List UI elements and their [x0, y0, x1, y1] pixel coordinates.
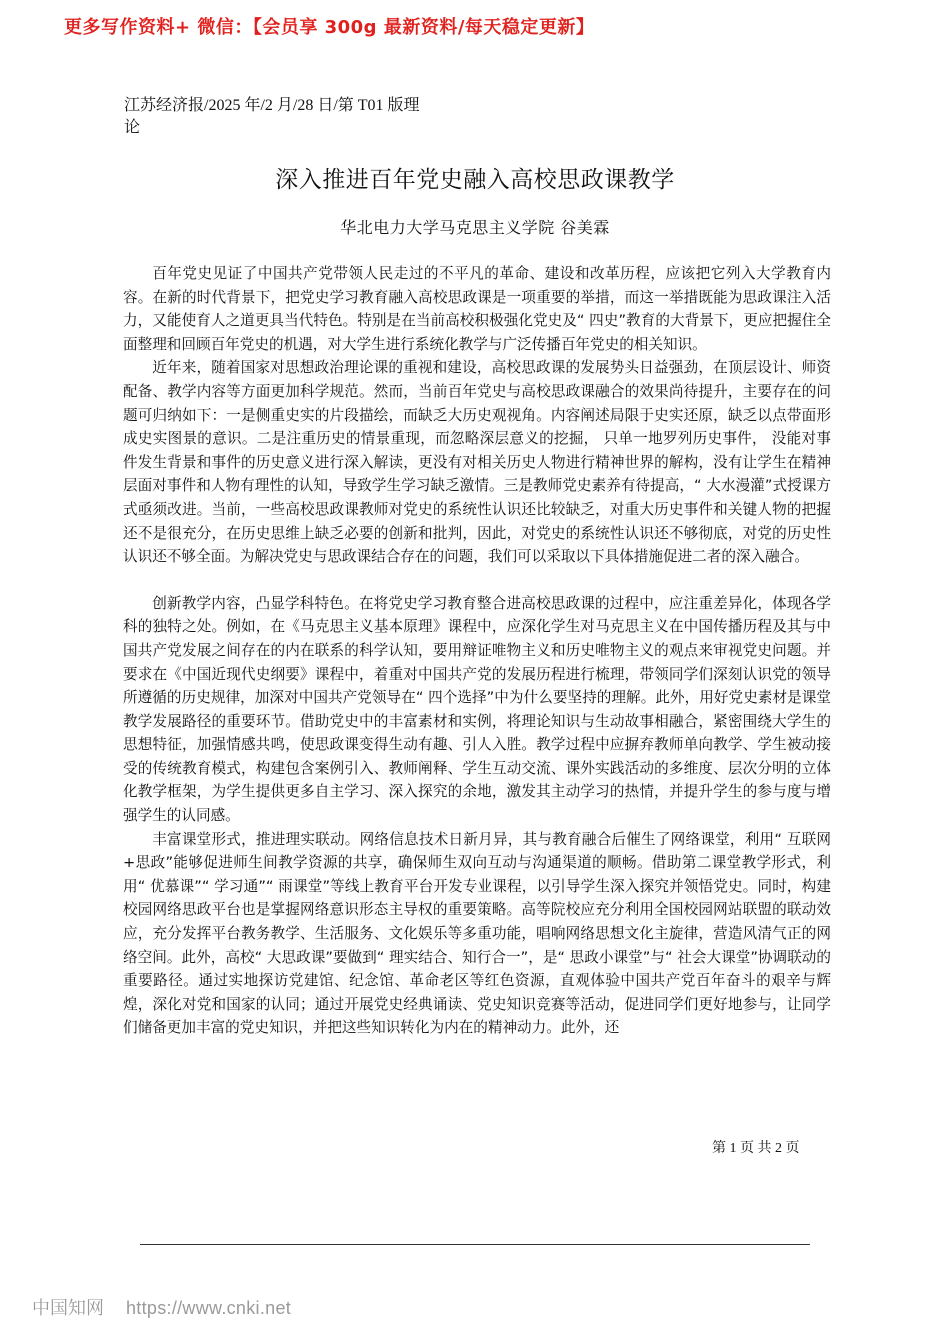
page-number: 第 1 页 共 2 页	[712, 1141, 800, 1156]
paragraph: 近年来，随着国家对思想政治理论课的重视和建设，高校思政课的发展势头日益强劲，在顶层设计、师资配备、教学内容等方面更加科学规范。然而，当前百年党史与高校思政课融合的效果尚待提升，主要存在的问题可归纳如下：一是侧重史实的片段描绘，而缺乏大历史观视角。内容阐述局限于史实还原，缺乏以点带面形成史实图景的意识。二是注重历史的情景重现，而忽略深层意义的挖掘， 只单一地罗列历史事件， 没能对事件发生背景和事件的历史意义进行深入解读，更没有对相关历史人物进行精神世界的解构，没有让学生在精神层面对事件和人物有理性的认知，导致学生学习缺乏激情。三是教师党史素养有待提高，“ 大水漫灌”式授课方式亟须改进。当前，一些高校思政课教师对党史的系统性认识还比较缺乏，对重大历史事件和关键人物的把握还不是很充分，在历史思维上缺乏必要的创新和批判，因此，对党史的系统性认识还不够彻底，对党的历史性认识还不够全面。为解决党史与思政课结合存在的问题，我们可以采取以下具体措施促进二者的深入融合。	[123, 359, 831, 566]
watermark-brand: 中国知网	[32, 1298, 104, 1318]
watermark-url: https://www.cnki.net	[126, 1298, 292, 1318]
paragraph: 创新教学内容，凸显学科特色。在将党史学习教育整合进高校思政课的过程中，应注重差异化，体现各学科的独特之处。例如，在《马克思主义基本原理》课程中，应深化学生对马克思主义在中国传播历程及其与中国共产党发展之间存在的内在联系的科学认知，要用辩证唯物主义和历史唯物主义的观点来审视党史问题。并要求在《中国近现代史纲要》课程中，着重对中国共产党的发展历程进行梳理，带领同学们深刻认识党的领导所遵循的历史规律，加深对中国共产党领导在“ 四个选择”中为什么要坚持的理解。此外，用好党史素材是课堂教学发展路径的重要环节。借助党史中的丰富素材和实例，将理论知识与生动故事相融合，紧密围绕大学生的思想特征，加强情感共鸣，使思政课变得生动有趣、引人入胜。教学过程中应摒弃教师单向教学、学生被动接受的传统教育模式，构建包含案例引入、教师阐释、学生互动交流、课外实践活动的多维度、层次分明的立体化教学框架，为学生提供更多自主学习、深入探究的余地，激发其主动学习的热情，并提升学生的参与度与增强学生的认同感。	[123, 594, 831, 825]
cnki-watermark	[32, 1294, 291, 1320]
paragraph: 百年党史见证了中国共产党带领人民走过的不平凡的革命、建设和改革历程，应该把它列入大学教育内容。在新的时代背景下，把党史学习教育融入高校思政课是一项重要的举措，而这一举措既能为思政课注入活力，又能使育人之道更具当代特色。特别是在当前高校积极强化党史及“ 四史”教育的大背景下，更应把握住全面整理和回顾百年党史的机遇，对大学生进行系统化教学与广泛传播百年党史的相关知识。	[123, 265, 831, 353]
paragraph: 丰富课堂形式，推进理实联动。网络信息技术日新月异，其与教育融合后催生了网络课堂，利用“ 互联网+思政”能够促进师生间教学资源的共享，确保师生双向互动与沟通渠道的顺畅。借助第二课堂教学形式，利用“ 优慕课”“ 学习通”“ 雨课堂”等线上教育平台开发专业课程，以引导学生深入探究并领悟党史。同时，构建校园网络思政平台也是掌握网络意识形态主导权的重要策略。高等院校应充分利用全国校园网站联盟的联动效应，充分发挥平台教务教学、生活服务、文化娱乐等多重功能，唱响网络思想文化主旋律，营造风清气正的网络空间。此外，高校“ 大思政课”要做到“ 理实结合、知行合一”，是“ 思政小课堂”与“ 社会大课堂”协调联动的重要路径。通过实地探访党建馆、纪念馆、革命老区等红色资源，直观体验中国共产党百年奋斗的艰辛与辉煌，深化对党和国家的认同；通过开展党史经典诵读、党史知识竞赛等活动，促进同学们更好地参与，让同学们储备更加丰富的党史知识，并把这些知识转化为内在的精神动力。此外，还	[123, 830, 831, 1037]
source-line: 江苏经济报/2025 年/2 月/28 日/第 T01 版理论	[124, 97, 420, 136]
article-title: 深入推进百年党史融入高校思政课教学	[275, 167, 675, 193]
article-author: 华北电力大学马克思主义学院 谷美霖	[340, 218, 610, 237]
promo-banner: 更多写作资料+ 微信：【会员享 300g 最新资料/每天稳定更新】	[64, 17, 595, 38]
article-body	[123, 262, 831, 1040]
footer-divider	[140, 1244, 810, 1245]
